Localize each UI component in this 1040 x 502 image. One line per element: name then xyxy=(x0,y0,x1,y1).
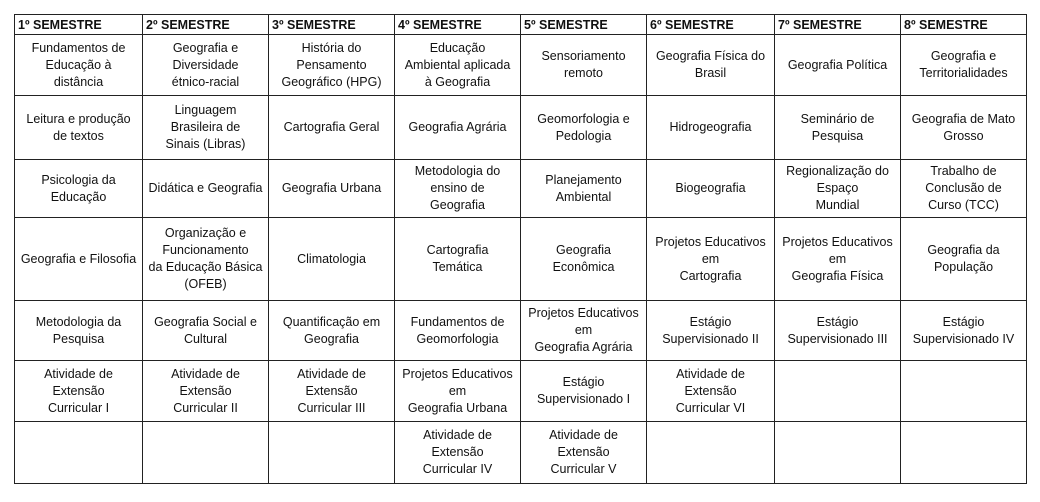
course-name: Geomorfologia e Pedologia xyxy=(537,111,630,143)
course-cell xyxy=(269,96,395,160)
course-name: Geografia Econômica xyxy=(552,243,615,274)
course-cell xyxy=(647,96,775,160)
course-cell xyxy=(15,96,143,160)
course-name: Geografia e Filosofia xyxy=(20,251,137,266)
course-cell xyxy=(775,218,901,301)
semester-header: 5º SEMESTRE xyxy=(521,15,647,35)
course-name: Organização e Funcionamento da Educação Básica (OFEB) xyxy=(148,226,263,291)
course-name: Atividade de Extensão Curricular II xyxy=(171,366,240,415)
course-cell xyxy=(647,361,775,422)
course-cell xyxy=(775,96,901,160)
empty-cell xyxy=(775,361,901,422)
table-row xyxy=(15,96,1027,160)
course-cell xyxy=(395,96,521,160)
course-cell xyxy=(775,35,901,96)
course-name: Atividade de Extensão Curricular VI xyxy=(675,366,746,415)
course-name: Educação Ambiental aplicada à Geografia xyxy=(404,40,511,89)
semester-header: 8º SEMESTRE xyxy=(901,15,1027,35)
table-row xyxy=(15,160,1027,218)
course-name: Fundamentos de Educação à distância xyxy=(31,40,126,89)
course-name: Metodologia do ensino de Geografia xyxy=(414,164,501,212)
course-name: Geografia Política xyxy=(787,57,888,72)
semester-header-row xyxy=(15,15,1027,35)
curriculum-grid-container xyxy=(14,14,1027,484)
course-cell xyxy=(901,218,1027,301)
course-cell xyxy=(15,301,143,361)
course-name: Seminário de Pesquisa xyxy=(800,111,875,143)
course-cell xyxy=(143,301,269,361)
course-name: Hidrogeografia xyxy=(669,120,752,134)
course-cell xyxy=(143,160,269,218)
course-name: Geografia Urbana xyxy=(281,181,382,195)
course-name: Metodologia da Pesquisa xyxy=(35,314,122,346)
empty-cell xyxy=(647,422,775,484)
course-cell xyxy=(647,301,775,361)
course-cell xyxy=(521,422,647,484)
course-name: Atividade de Extensão Curricular I xyxy=(44,366,113,415)
course-name: Regionalização do Espaço Mundial xyxy=(786,164,889,212)
course-name: Projetos Educativos em Geografia Física xyxy=(782,234,893,283)
table-row xyxy=(15,35,1027,96)
table-row xyxy=(15,301,1027,361)
course-cell xyxy=(647,35,775,96)
table-row xyxy=(15,218,1027,301)
course-cell xyxy=(269,361,395,422)
course-name: Linguagem Brasileira de Sinais (Libras) xyxy=(165,103,246,151)
semester-header: 1º SEMESTRE xyxy=(15,15,143,35)
course-cell xyxy=(15,35,143,96)
course-cell xyxy=(395,301,521,361)
course-name: Estágio Supervisionado III xyxy=(787,314,888,346)
course-cell xyxy=(395,35,521,96)
course-name: Didática e Geografia xyxy=(148,181,263,195)
course-name: Geografia de Mato Grosso xyxy=(911,111,1016,143)
course-cell xyxy=(521,35,647,96)
course-cell xyxy=(15,361,143,422)
course-cell xyxy=(647,160,775,218)
empty-cell xyxy=(901,422,1027,484)
course-cell xyxy=(269,218,395,301)
course-name: Quantificação em Geografia xyxy=(282,314,381,346)
table-row xyxy=(15,422,1027,484)
course-cell xyxy=(143,35,269,96)
course-cell xyxy=(143,361,269,422)
course-cell xyxy=(269,160,395,218)
course-cell xyxy=(775,301,901,361)
course-cell xyxy=(143,218,269,301)
course-cell xyxy=(269,35,395,96)
semester-header: 6º SEMESTRE xyxy=(647,15,775,35)
course-name: Geografia e Diversidade étnico-racial xyxy=(171,40,240,89)
course-name: Psicologia da Educação xyxy=(41,172,116,204)
course-name: Estágio Supervisionado I xyxy=(536,375,631,406)
course-name: Cartografia Temática xyxy=(426,243,489,274)
empty-cell xyxy=(775,422,901,484)
course-cell xyxy=(901,301,1027,361)
course-cell xyxy=(15,218,143,301)
course-cell xyxy=(521,218,647,301)
course-cell xyxy=(521,160,647,218)
course-cell xyxy=(521,361,647,422)
course-name: Trabalho de Conclusão de Curso (TCC) xyxy=(925,164,1002,212)
course-name: Cartografia Geral xyxy=(283,120,380,134)
course-cell xyxy=(269,301,395,361)
course-name: Atividade de Extensão Curricular IV xyxy=(422,428,493,476)
course-cell xyxy=(395,160,521,218)
course-name: Geografia Agrária xyxy=(408,120,507,134)
course-cell xyxy=(901,96,1027,160)
course-name: Estágio Supervisionado II xyxy=(662,314,759,346)
course-cell xyxy=(521,301,647,361)
course-name: Estágio Supervisionado IV xyxy=(912,314,1015,346)
course-name: Leitura e produção de textos xyxy=(26,111,131,143)
course-name: Biogeografia xyxy=(675,181,746,195)
table-row xyxy=(15,361,1027,422)
semester-header: 4º SEMESTRE xyxy=(395,15,521,35)
course-name: Atividade de Extensão Curricular V xyxy=(549,428,618,476)
course-cell xyxy=(15,160,143,218)
semester-header: 2º SEMESTRE xyxy=(143,15,269,35)
course-name: Climatologia xyxy=(297,251,366,266)
course-name: Geografia da População xyxy=(927,243,1000,274)
course-name: Fundamentos de Geomorfologia xyxy=(410,314,505,346)
empty-cell xyxy=(143,422,269,484)
course-name: História do Pensamento Geográfico (HPG) xyxy=(281,40,382,89)
course-name: Projetos Educativos em Geografia Urbana xyxy=(402,366,513,415)
course-name: Projetos Educativos em Cartografia xyxy=(655,234,766,283)
course-name: Geografia e Territorialidades xyxy=(919,49,1008,80)
course-cell xyxy=(395,422,521,484)
semester-header: 3º SEMESTRE xyxy=(269,15,395,35)
course-name: Planejamento Ambiental xyxy=(545,172,622,204)
course-cell xyxy=(901,160,1027,218)
course-name: Projetos Educativos em Geografia Agrária xyxy=(528,306,639,354)
course-name: Atividade de Extensão Curricular III xyxy=(297,366,366,415)
course-cell xyxy=(143,96,269,160)
empty-cell xyxy=(15,422,143,484)
curriculum-table xyxy=(14,14,1027,484)
semester-header: 7º SEMESTRE xyxy=(775,15,901,35)
course-name: Geografia Social e Cultural xyxy=(154,314,257,346)
course-cell xyxy=(901,35,1027,96)
course-name: Geografia Física do Brasil xyxy=(655,49,766,80)
course-name: Sensoriamento remoto xyxy=(541,49,626,80)
empty-cell xyxy=(269,422,395,484)
course-cell xyxy=(521,96,647,160)
course-cell xyxy=(395,361,521,422)
empty-cell xyxy=(901,361,1027,422)
course-cell xyxy=(395,218,521,301)
course-cell xyxy=(775,160,901,218)
course-cell xyxy=(647,218,775,301)
